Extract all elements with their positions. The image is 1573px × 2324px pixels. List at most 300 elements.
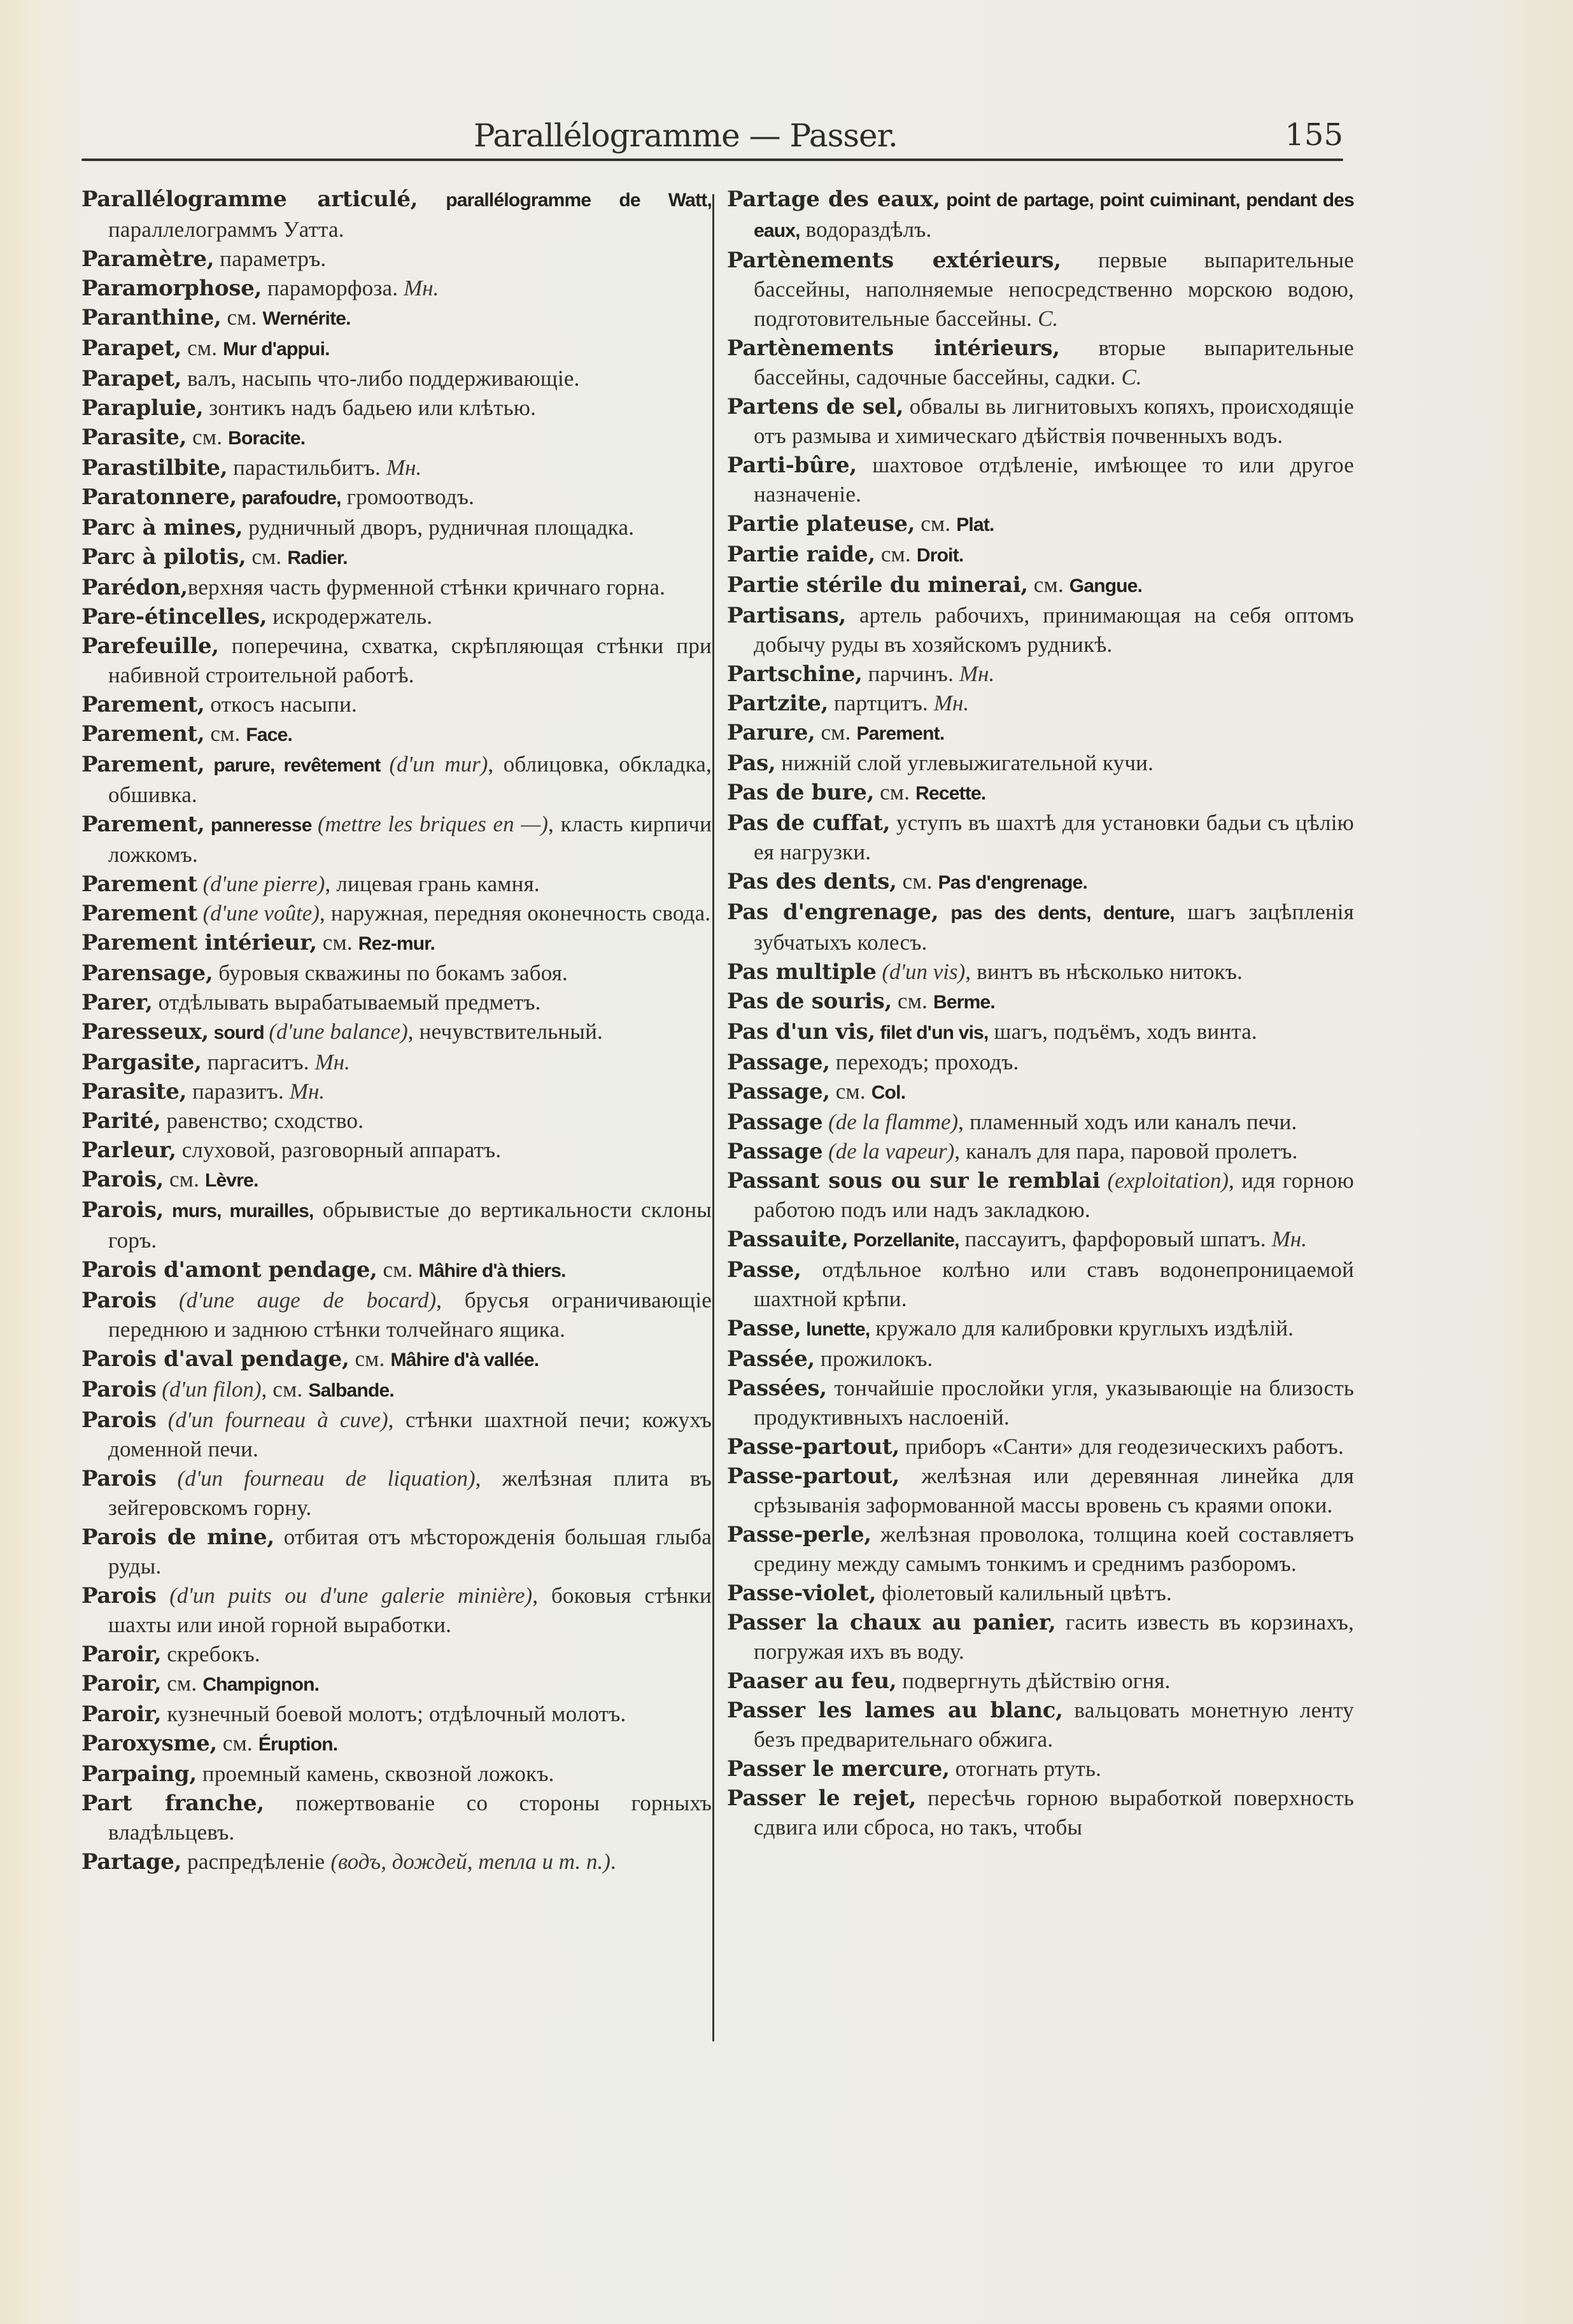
entry-headword: Passe, — [727, 1316, 801, 1341]
entry-russian-definition: шагъ, подъёмъ, ходъ винта. — [988, 1019, 1257, 1044]
running-head — [81, 113, 1343, 159]
entry-french-term: Face. — [246, 724, 293, 745]
entry-headword: Pas de souris, — [727, 989, 892, 1014]
entry-italic-note: (d'un fourneau de liquation) — [156, 1466, 476, 1491]
entry-headword: Paroir, — [81, 1671, 162, 1696]
entry-headword: Paaser au feu, — [727, 1668, 897, 1694]
entry-headword: Passée, — [727, 1346, 815, 1372]
entry-french-term: Lèvre. — [205, 1170, 258, 1191]
entry-russian-definition: рудничный дворъ, рудничная площадка. — [243, 515, 635, 540]
entry-italic-note: С. — [1121, 365, 1142, 390]
entry-french-term: Gangue. — [1069, 575, 1143, 596]
dictionary-entry — [81, 1729, 712, 1759]
dictionary-entry — [81, 1669, 712, 1700]
entry-russian-definition: вальцовать монетную ленту безъ предварительнаго обжига. — [754, 1698, 1354, 1752]
entry-russian-definition: тончайшіе прослойки угля, указывающіе на близость продуктивныхъ наслоеній. — [754, 1376, 1354, 1430]
entry-russian-definition: проемный камень, сквозной ложокъ. — [196, 1761, 554, 1786]
entry-french-term: Wernérite. — [262, 308, 351, 329]
dictionary-entry — [81, 274, 712, 303]
entry-russian-definition: , наружная, передняя оконечность свода. — [320, 901, 711, 926]
entry-headword: Parastilbite, — [81, 455, 228, 481]
entry-headword: Paroir, — [81, 1701, 162, 1727]
entry-headword: Passage — [727, 1109, 823, 1135]
entry-french-term: Rez-mur. — [358, 933, 435, 954]
dictionary-entry — [81, 482, 712, 513]
entry-headword: Pas d'engrenage, — [727, 899, 939, 925]
entry-headword: Parefeuille, — [81, 633, 219, 659]
entry-french-term: Droit. — [916, 545, 964, 566]
entry-french-term: panneresse — [204, 815, 318, 836]
dictionary-entry — [81, 573, 712, 602]
dictionary-entry — [81, 542, 712, 573]
dictionary-entry — [727, 540, 1354, 570]
entry-french-term: Champignon. — [202, 1674, 320, 1695]
entry-russian-definition: см. — [161, 1671, 203, 1696]
dictionary-entry — [81, 719, 712, 750]
dictionary-entry — [81, 1847, 712, 1877]
entry-headword: Parois d'aval pendage, — [81, 1346, 349, 1372]
entry-headword: Passant sous ou sur le remblai — [727, 1168, 1101, 1194]
left-column — [81, 185, 712, 1877]
entry-headword: Passer les lames au blanc, — [727, 1698, 1063, 1723]
entry-russian-definition: искродержатель. — [267, 604, 433, 629]
dictionary-entry — [727, 1784, 1354, 1842]
entry-headword: Parement, — [81, 692, 205, 717]
entry-russian-definition: нижній слой углевыжигательной кучи. — [775, 750, 1154, 775]
dictionary-entry — [727, 1166, 1354, 1225]
dictionary-entry — [81, 393, 712, 423]
entry-russian-definition: вторые выпарительные бассейны, садочные бассейны, садки. — [754, 335, 1354, 390]
entry-russian-definition: отдѣлывать вырабатываемый предметъ. — [152, 990, 541, 1015]
dictionary-entry — [81, 1165, 712, 1195]
entry-headword: Parallélogramme articulé, — [81, 187, 418, 212]
entry-russian-definition: , лицевая грань камня. — [325, 871, 540, 896]
dictionary-entry — [727, 1048, 1354, 1077]
entry-russian-definition: . — [610, 1849, 616, 1874]
dictionary-entry — [727, 246, 1354, 334]
dictionary-entry — [81, 899, 712, 928]
dictionary-entry — [727, 1255, 1354, 1314]
entry-headword: Passe-partout, — [727, 1434, 899, 1460]
entry-italic-note: (d'un filon) — [156, 1377, 262, 1402]
entry-russian-definition: , облицовка, обкладка, обшивка. — [108, 752, 712, 807]
entry-headword: Parement — [81, 901, 197, 926]
dictionary-entry — [727, 778, 1354, 808]
dictionary-entry — [727, 1432, 1354, 1461]
dictionary-entry — [81, 513, 712, 542]
entry-russian-definition: шагъ зацѣпленія зубчатыхъ колесъ. — [754, 899, 1354, 955]
entry-headword: Passage, — [727, 1050, 830, 1075]
entry-russian-definition: распредѣленіе — [181, 1849, 331, 1874]
dictionary-entry — [727, 1314, 1354, 1344]
entry-italic-note: (d'une pierre) — [197, 871, 325, 896]
dictionary-entry — [81, 1464, 712, 1523]
entry-french-term: Mâhire d'à thiers. — [418, 1260, 566, 1281]
entry-headword: Passage — [727, 1139, 823, 1164]
dictionary-entry — [727, 1520, 1354, 1579]
entry-italic-note: (d'une balance) — [269, 1019, 408, 1044]
dictionary-entry — [81, 1048, 712, 1077]
entry-headword: Parédon, — [81, 575, 188, 600]
dictionary-entry — [727, 1017, 1354, 1048]
dictionary-entry — [81, 1789, 712, 1847]
dictionary-entry — [727, 1461, 1354, 1520]
entry-headword: Partage des eaux, — [727, 187, 940, 212]
entry-russian-definition: громоотводъ. — [341, 484, 475, 509]
entry-headword: Partènements extérieurs, — [727, 248, 1061, 273]
dictionary-entry — [727, 749, 1354, 778]
entry-italic-note: (d'un vis) — [876, 959, 966, 984]
entry-headword: Parité, — [81, 1108, 161, 1134]
dictionary-entry — [81, 1375, 712, 1405]
entry-french-term: Salbande. — [308, 1380, 394, 1401]
entry-headword: Passe-violet, — [727, 1581, 877, 1606]
dictionary-entry — [81, 810, 712, 870]
entry-russian-definition: водораздѣлъ. — [800, 217, 932, 242]
entry-headword: Parois — [81, 1466, 157, 1491]
dictionary-entry — [81, 1106, 712, 1136]
entry-russian-definition: прожилокъ. — [814, 1346, 933, 1371]
entry-italic-note: (exploitation) — [1100, 1168, 1229, 1193]
entry-headword: Parer, — [81, 990, 153, 1015]
dictionary-entry — [727, 1137, 1354, 1166]
entry-french-term: lunette, — [801, 1319, 870, 1340]
dictionary-entry — [727, 1374, 1354, 1432]
entry-russian-definition: пересѣчь горною выработкой поверхность сдвига или сброса, но такъ, чтобы — [754, 1785, 1354, 1840]
page-number: 155 — [1285, 117, 1343, 153]
entry-headword: Passe, — [727, 1257, 801, 1283]
entry-headword: Partie plateuse, — [727, 511, 915, 537]
entry-russian-definition: желѣзная или деревянная линейка для срѣзыванія заформованной массы вровень съ краями опоки. — [754, 1463, 1354, 1518]
entry-french-term: Parement. — [856, 723, 945, 744]
dictionary-entry — [81, 750, 712, 810]
entry-russian-definition: отбитая отъ мѣсторожденія большая глыба руды. — [108, 1525, 712, 1579]
dictionary-entry — [81, 453, 712, 482]
entry-headword: Passe-partout, — [727, 1463, 899, 1489]
header-rule — [81, 158, 1343, 161]
dictionary-entry — [81, 928, 712, 959]
entry-headword: Parpaing, — [81, 1761, 197, 1787]
entry-italic-note: (водъ, дождей, тепла и т. п.) — [330, 1849, 610, 1874]
entry-headword: Pas des dents, — [727, 869, 897, 894]
entry-french-term: Éruption. — [258, 1734, 338, 1755]
entry-russian-definition: см. — [892, 989, 933, 1013]
entry-russian-definition: параметръ. — [214, 246, 327, 271]
entry-headword: Pas d'un vis, — [727, 1019, 875, 1045]
entry-french-term: Plat. — [956, 514, 994, 535]
entry-headword: Parapluie, — [81, 395, 204, 421]
entry-russian-definition: см. — [221, 305, 263, 330]
entry-russian-definition: подвергнуть дѣйствію огня. — [896, 1668, 1171, 1693]
entry-russian-definition: , класть кирпичи ложкомъ. — [108, 812, 712, 867]
entry-russian-definition: см. — [246, 544, 288, 569]
entry-russian-definition: пассауитъ, фарфоровый шпатъ. — [959, 1227, 1272, 1251]
entry-russian-definition: см. — [377, 1257, 419, 1282]
entry-french-term: Boracite. — [228, 428, 306, 449]
entry-headword: Parois, — [81, 1197, 164, 1223]
entry-russian-definition: зонтикъ надъ бадьею или клѣтью. — [203, 395, 537, 420]
entry-russian-definition: см. — [187, 425, 229, 449]
entry-russian-definition: уступъ въ шахтѣ для установки бадьи съ цѣлію ея нагрузки. — [754, 810, 1354, 864]
dictionary-entry — [727, 334, 1354, 392]
entry-russian-definition: партцитъ. — [828, 691, 934, 715]
entry-russian-definition: артель рабочихъ, принимающая на себя оптомъ добычу руды въ хозяйскомъ рудникѣ. — [754, 603, 1354, 657]
entry-italic-note: Мн. — [289, 1079, 325, 1104]
entry-headword: Pas, — [727, 750, 776, 776]
dictionary-entry — [81, 1017, 712, 1048]
entry-headword: Parc à mines, — [81, 515, 243, 540]
entry-russian-definition: пожертвованіе со стороны горныхъ владѣльцевъ. — [108, 1791, 712, 1845]
entry-italic-note: Мн. — [959, 661, 995, 686]
entry-headword: Passe-perle, — [727, 1522, 871, 1547]
dictionary-entry — [727, 1696, 1354, 1754]
dictionary-entry — [727, 718, 1354, 749]
entry-italic-note: (d'un mur) — [389, 752, 488, 777]
dictionary-entry — [81, 1700, 712, 1729]
dictionary-entry — [727, 898, 1354, 957]
entry-russian-definition: отогнать ртуть. — [949, 1756, 1102, 1781]
entry-russian-definition: см. — [875, 542, 917, 567]
entry-italic-note: Мн. — [404, 276, 439, 300]
dictionary-entry — [727, 451, 1354, 509]
entry-headword: Paramorphose, — [81, 276, 262, 301]
entry-headword: Paranthine, — [81, 305, 222, 330]
entry-headword: Pas de cuffat, — [727, 810, 891, 836]
entry-italic-note: Мн. — [1271, 1227, 1307, 1251]
entry-headword: Parasite, — [81, 1079, 187, 1104]
dictionary-entry — [81, 1405, 712, 1464]
entry-russian-definition: фіолетовый калильный цвѣтъ. — [876, 1581, 1172, 1605]
dictionary-entry — [727, 957, 1354, 987]
entry-russian-definition: , винтъ въ нѣсколько нитокъ. — [965, 959, 1243, 984]
dictionary-entry — [727, 689, 1354, 718]
entry-russian-definition: см. — [1027, 572, 1069, 597]
entry-russian-definition: , брусья ограничивающіе переднюю и заднюю стѣнки толчейнаго ящика. — [108, 1288, 712, 1342]
dictionary-entry — [727, 1754, 1354, 1784]
dictionary-entry — [81, 1077, 712, 1106]
entry-french-term: parallélogramme de Watt, — [418, 190, 712, 211]
dictionary-entry — [727, 392, 1354, 451]
dictionary-entry — [81, 1581, 712, 1640]
entry-russian-definition: , нечувствительный. — [407, 1019, 603, 1044]
entry-italic-note: (d'un puits ou d'une galerie minière) — [156, 1583, 533, 1608]
dictionary-entry — [81, 1195, 712, 1255]
entry-russian-definition: см. — [829, 1079, 871, 1104]
entry-russian-definition: , пламенный ходъ или каналъ печи. — [958, 1109, 1297, 1134]
entry-russian-definition: см. — [316, 930, 358, 955]
entry-russian-definition: , каналъ для пара, паровой пролетъ. — [954, 1139, 1298, 1164]
dictionary-entry — [81, 185, 712, 244]
entry-headword: Passauite, — [727, 1227, 849, 1252]
entry-italic-note: Мн. — [933, 691, 970, 715]
entry-french-term: Col. — [871, 1082, 906, 1103]
entry-french-term: Berme. — [933, 992, 995, 1013]
entry-headword: Passer le rejet, — [727, 1785, 917, 1811]
entry-italic-note: Мн. — [386, 455, 422, 480]
dictionary-entry — [727, 1608, 1354, 1666]
entry-russian-definition: валъ, насыпь что-либо поддерживающіе. — [181, 366, 580, 391]
dictionary-entry — [81, 870, 712, 899]
entry-russian-definition: см. — [874, 780, 916, 805]
entry-french-term: Mur d'appui. — [223, 339, 330, 360]
entry-russian-definition: см. — [204, 721, 246, 746]
dictionary-entry — [81, 334, 712, 364]
entry-russian-definition: отдѣльное колѣно или ставъ водонепроницаемой шахтной крѣпи. — [754, 1257, 1354, 1311]
entry-french-term: point de partage, point cuiminant, pendant des eaux, — [754, 190, 1354, 241]
entry-russian-definition: параморфоза. — [262, 276, 404, 300]
dictionary-entry — [727, 570, 1354, 601]
entry-headword: Parement, — [81, 812, 205, 837]
entry-russian-definition: поперечина, схватка, скрѣпляющая стѣнки при набивной строительной работѣ. — [108, 633, 712, 687]
entry-headword: Paroir, — [81, 1642, 162, 1667]
entry-italic-note: (d'un fourneau à cuve) — [156, 1407, 388, 1432]
entry-headword: Partènements intérieurs, — [727, 335, 1060, 361]
dictionary-entry — [727, 185, 1354, 246]
entry-headword: Pare-étincelles, — [81, 604, 267, 630]
entry-russian-definition: откосъ насыпи. — [204, 692, 357, 717]
dictionary-entry — [81, 1255, 712, 1286]
dictionary-entry — [81, 988, 712, 1017]
entry-headword: Pargasite, — [81, 1050, 202, 1075]
entry-headword: Pas de bure, — [727, 780, 875, 805]
dictionary-entry — [727, 808, 1354, 867]
entry-russian-definition: , стѣнки шахтной печи; кожухъ доменной печи. — [108, 1407, 712, 1461]
dictionary-entry — [727, 987, 1354, 1017]
entry-headword: Partage, — [81, 1849, 182, 1875]
entry-italic-note: (de la vapeur) — [822, 1139, 955, 1164]
dictionary-entry — [727, 509, 1354, 540]
dictionary-entry — [81, 1640, 712, 1669]
entry-italic-note: Мн. — [314, 1050, 350, 1074]
entry-headword: Passées, — [727, 1376, 827, 1401]
entry-headword: Parois d'amont pendage, — [81, 1257, 377, 1283]
entry-headword: Parure, — [727, 720, 815, 745]
column-divider — [712, 194, 714, 2041]
entry-russian-definition: см. — [915, 511, 957, 536]
dictionary-entry — [81, 959, 712, 988]
dictionary-entry — [81, 631, 712, 690]
entry-russian-definition: шахтовое отдѣленіе, имѣющее то или другое назначеніе. — [754, 453, 1354, 507]
entry-italic-note: (de la flamme) — [822, 1109, 959, 1134]
entry-russian-definition: гасить известь въ корзинахъ, погружая ихъ въ воду. — [754, 1610, 1355, 1664]
entry-headword: Parleur, — [81, 1137, 176, 1163]
dictionary-entry — [81, 602, 712, 631]
entry-italic-note: (d'une auge de bocard) — [156, 1288, 437, 1313]
entry-russian-definition: см. — [181, 335, 223, 360]
entry-headword: Partie stérile du minerai, — [727, 572, 1028, 598]
entry-headword: Paratonnere, — [81, 484, 237, 510]
dictionary-entry — [81, 423, 712, 453]
entry-russian-definition: приборъ «Санти» для геодезическихъ работъ. — [899, 1434, 1344, 1459]
dictionary-entry — [81, 303, 712, 334]
entry-headword: Partisans, — [727, 603, 847, 628]
entry-russian-definition: см. — [896, 869, 938, 894]
entry-headword: Partschine, — [727, 661, 863, 687]
dictionary-entry — [81, 1759, 712, 1789]
dictionary-entry — [81, 244, 712, 274]
entry-russian-definition: паразитъ. — [187, 1079, 290, 1104]
entry-headword: Parois — [81, 1288, 157, 1313]
entry-russian-definition: кузнечный боевой молотъ; отдѣлочный молотъ. — [161, 1701, 626, 1726]
entry-russian-definition: переходъ; проходъ. — [829, 1050, 1019, 1074]
entry-headword: Parois, — [81, 1167, 164, 1192]
entry-headword: Parois — [81, 1583, 157, 1609]
entry-russian-definition: , желѣзная плита въ зейгеровскомъ горну. — [108, 1466, 712, 1520]
dictionary-entry — [81, 1136, 712, 1165]
entry-italic-note: (mettre les briques en —) — [318, 812, 548, 836]
entry-headword: Partie raide, — [727, 542, 875, 567]
entry-russian-definition: слуховой, разговорный аппаратъ. — [176, 1137, 502, 1162]
entry-headword: Parois — [81, 1407, 157, 1433]
entry-french-term: Recette. — [915, 783, 986, 804]
dictionary-entry — [81, 1286, 712, 1344]
dictionary-entry — [727, 1108, 1354, 1137]
entry-headword: Parement intérieur, — [81, 930, 317, 955]
dictionary-entry — [727, 659, 1354, 689]
entry-headword: Parasite, — [81, 425, 187, 450]
entry-russian-definition: обрывистые до вертикальности склоны горъ. — [108, 1197, 712, 1253]
entry-russian-definition: см. — [216, 1731, 258, 1756]
entry-headword: Partzite, — [727, 691, 828, 716]
entry-french-term: sourd — [208, 1022, 269, 1043]
entry-headword: Partens de sel, — [727, 394, 904, 419]
dictionary-entry — [727, 1225, 1354, 1255]
dictionary-entry — [81, 690, 712, 719]
entry-headword: Parapet, — [81, 335, 182, 361]
entry-russian-definition: скребокъ. — [161, 1642, 260, 1666]
entry-headword: Parement, — [81, 752, 205, 777]
dictionary-entry — [81, 364, 712, 393]
entry-russian-definition: см. — [164, 1167, 206, 1192]
dictionary-entry — [81, 1523, 712, 1581]
entry-russian-definition: желѣзная проволока, толщина коей составляетъ средину между самымъ тонкимъ и среднимъ разборомъ. — [754, 1522, 1354, 1576]
entry-headword: Parois de mine, — [81, 1525, 274, 1550]
dictionary-entry — [727, 601, 1354, 659]
entry-headword: Passage, — [727, 1079, 830, 1104]
entry-french-term: Pas d'engrenage. — [938, 872, 1088, 893]
entry-headword: Passer le mercure, — [727, 1756, 950, 1782]
dictionary-entry — [727, 867, 1354, 898]
entry-russian-definition: см. — [815, 720, 857, 745]
entry-headword: Parois — [81, 1377, 157, 1402]
entry-russian-definition: первые выпарительные бассейны, наполняемые непосредственно морскою водою, подготовительные бассейны. — [754, 248, 1354, 331]
dictionary-entry — [727, 1077, 1354, 1108]
entry-headword: Pas multiple — [727, 959, 877, 985]
entry-italic-note: С. — [1038, 306, 1059, 331]
dictionary-entry — [727, 1344, 1354, 1374]
dictionary-entry — [81, 1344, 712, 1375]
entry-french-term: filet d'un vis, — [875, 1022, 989, 1043]
dictionary-entry — [727, 1666, 1354, 1696]
entry-russian-definition: , идя горною работою подъ или надъ закладкою. — [754, 1168, 1354, 1222]
entry-headword: Paroxysme, — [81, 1731, 217, 1756]
entry-headword: Parement, — [81, 721, 205, 747]
entry-russian-definition: буровыя скважины по бокамъ забоя. — [213, 961, 568, 985]
entry-russian-definition: , см. — [261, 1377, 309, 1402]
entry-french-term: murs, murailles, — [164, 1201, 314, 1222]
entry-headword: Part franche, — [81, 1791, 264, 1816]
entry-italic-note: (d'une voûte) — [197, 901, 320, 926]
entry-headword: Paramètre, — [81, 246, 215, 272]
entry-russian-definition: обвалы вь лигнитовыхъ копяхъ, происходящіе отъ размыва и химическаго дѣйствія почвенныхъ водъ. — [754, 394, 1354, 448]
entry-russian-definition: равенство; сходство. — [160, 1108, 364, 1133]
entry-french-term: pas des dents, denture, — [938, 903, 1174, 924]
entry-headword: Paresseux, — [81, 1019, 209, 1045]
entry-russian-definition: см. — [349, 1346, 391, 1371]
entry-headword: Parement — [81, 871, 197, 897]
entry-french-term: parure, revêtement — [204, 755, 390, 776]
running-title: Parallélogramme — Passer. — [474, 117, 898, 154]
